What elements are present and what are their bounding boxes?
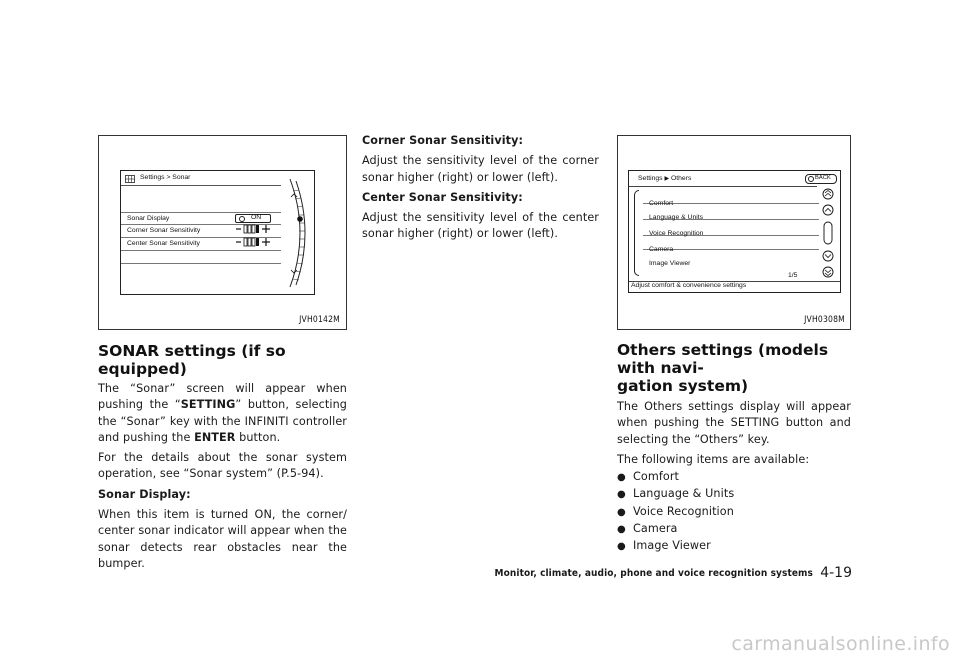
back-button-label: BACK	[815, 175, 831, 181]
figure-code: JVH0308M	[804, 315, 845, 325]
settings-grid-icon	[125, 175, 135, 183]
center-sensitivity-heading: Center Sonar Sensitivity:	[362, 190, 523, 204]
list-item: ● Camera	[617, 521, 851, 538]
corner-sensitivity-heading: Corner Sonar Sensitivity:	[362, 134, 524, 147]
sonar-reference-paragraph: For the details about the sonar system operation, see “Sonar system” (P.5-94).	[98, 451, 347, 481]
sonar-settings-heading: SONAR settings (if so equipped)	[98, 342, 286, 378]
breadcrumb-arrow-icon: ▶	[664, 176, 670, 182]
bullet-icon: ●	[617, 489, 626, 501]
others-settings-heading: Others settings (models with navi- gation system)	[617, 341, 829, 395]
back-button[interactable]	[805, 174, 837, 184]
list-item: ● Voice Recognition	[617, 504, 851, 521]
watermark: carmanualsonline.info	[731, 633, 950, 655]
list-item[interactable]: Camera	[643, 236, 819, 250]
sonar-intro-paragraph: The “Sonar” screen will appear when pushing the “SETTING” button, selecting the “Sonar” key with the INFINITI controller and pushing the ENTER button.	[98, 382, 347, 444]
list-item: ● Language & Units	[617, 486, 851, 503]
sonar-display-label: Sonar Display	[127, 215, 170, 222]
bullet-icon: ●	[617, 541, 626, 553]
others-list	[634, 190, 818, 279]
center-sensitivity-label: Center Sonar Sensitivity	[127, 240, 200, 247]
list-item[interactable]: Voice Recognition	[643, 220, 819, 236]
sonar-screen	[120, 170, 315, 295]
list-item: ● Comfort	[617, 469, 851, 486]
corner-sensitivity-slider[interactable]	[235, 223, 273, 235]
scroll-controls-icon[interactable]	[818, 188, 838, 278]
sonar-figure	[98, 135, 347, 330]
center-sensitivity-text: Adjust the sensitivity level of the center sonar higher (right) or lower (left).	[362, 211, 599, 241]
sonar-display-paragraph: When this item is turned ON, the corner/ center sonar indicator will appear when the sonar detects rear obstacles near the bumper.	[98, 508, 347, 570]
others-available-text: The following items are available:	[617, 452, 810, 466]
page-indicator: 1/5	[788, 272, 798, 279]
list-item[interactable]: Image Viewer	[649, 260, 691, 267]
list-item[interactable]: Comfort	[643, 190, 819, 204]
back-arrow-icon	[808, 176, 814, 182]
bullet-icon: ●	[617, 472, 626, 484]
others-breadcrumb: Settings ▶ Others	[638, 175, 692, 182]
sonar-display-toggle[interactable]	[235, 214, 271, 223]
corner-sensitivity-text: Adjust the sensitivity level of the corner sonar higher (right) or lower (left).	[362, 154, 599, 184]
page-number: 4-19	[820, 565, 852, 581]
list-item[interactable]: Language & Units	[643, 204, 819, 220]
figure-code: JVH0142M	[299, 315, 340, 325]
sonar-display-subheading: Sonar Display:	[98, 487, 191, 501]
chapter-title: Monitor, climate, audio, phone and voice recognition systems	[494, 568, 813, 579]
bullet-icon: ●	[617, 506, 626, 518]
corner-sensitivity-label: Corner Sonar Sensitivity	[127, 227, 201, 234]
others-figure	[617, 135, 851, 330]
others-bullet-list	[617, 469, 851, 555]
list-item: ● Image Viewer	[617, 538, 851, 555]
others-screen	[628, 170, 841, 293]
bullet-icon: ●	[617, 524, 626, 536]
status-bar-text: Adjust comfort & convenience settings	[631, 282, 747, 289]
sonar-display-value: ON	[251, 214, 262, 221]
others-intro-paragraph: The Others settings display will appear when pushing the SETTING button and selecting the “Others” key.	[617, 400, 851, 446]
sonar-breadcrumb: Settings > Sonar	[140, 174, 191, 181]
toggle-indicator-icon	[239, 216, 245, 222]
scroll-dial-icon[interactable]	[284, 177, 312, 289]
center-sensitivity-slider[interactable]	[235, 236, 273, 248]
